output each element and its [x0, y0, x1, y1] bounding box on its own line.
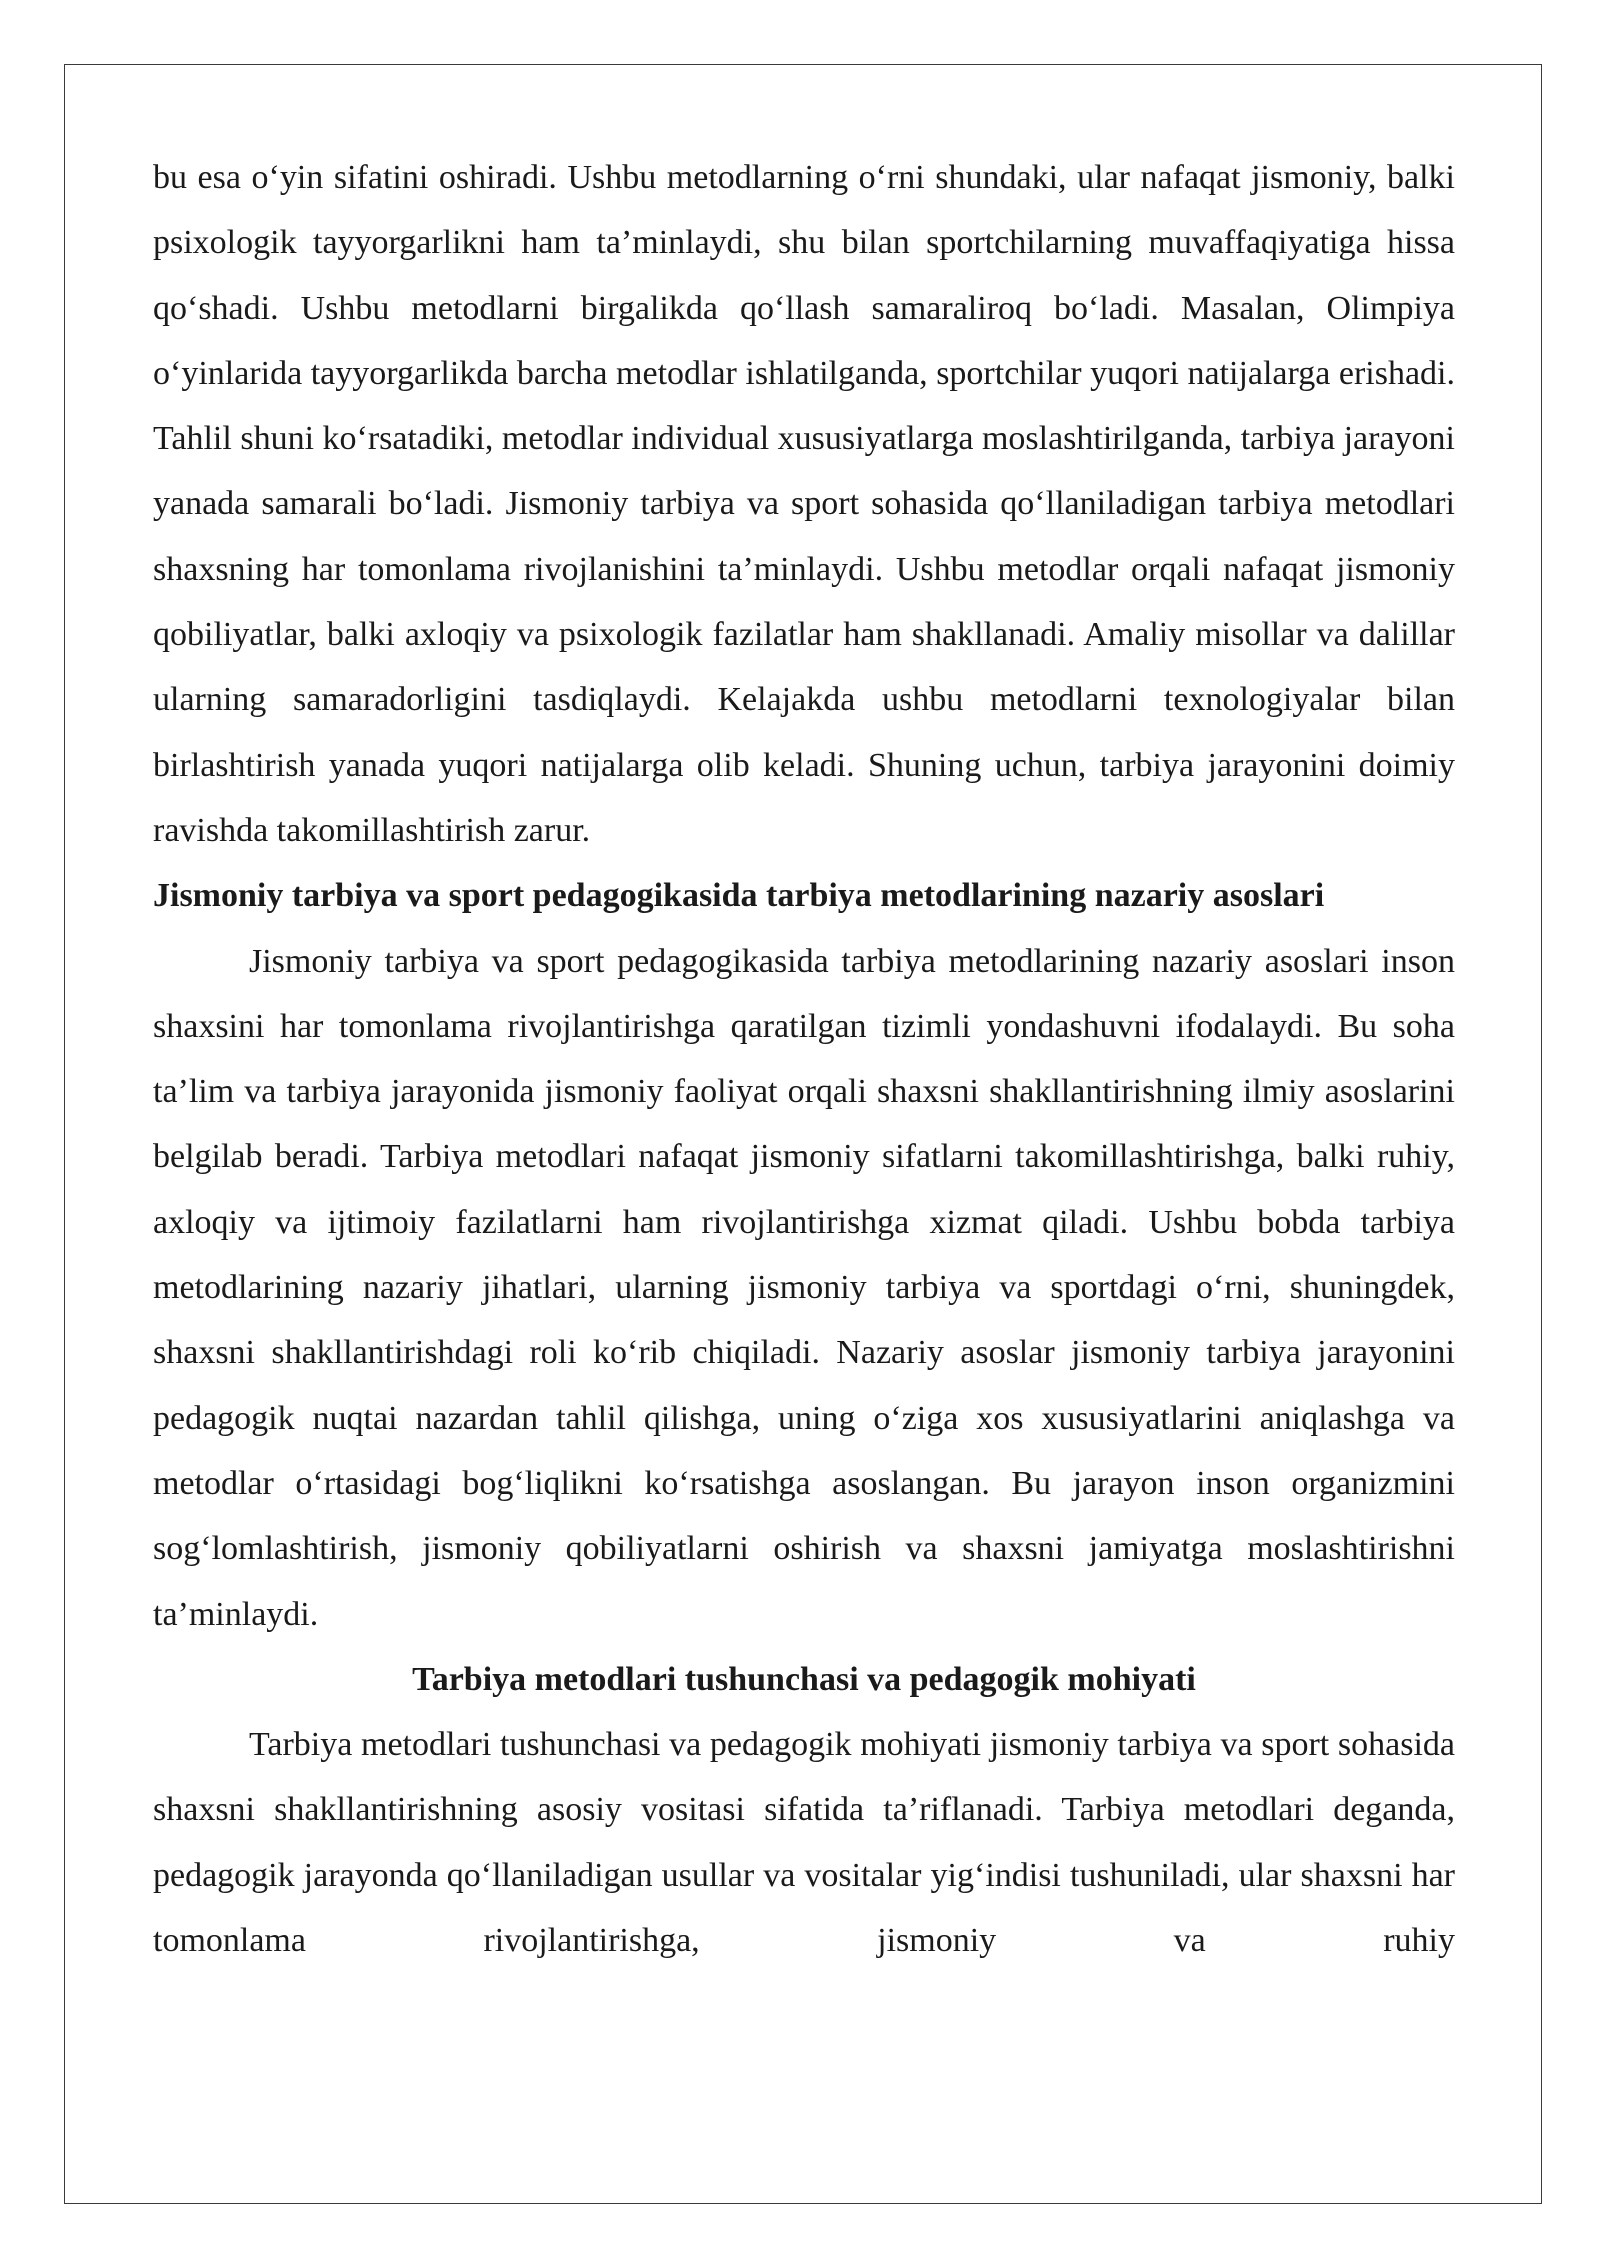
section-heading-methods-concept: Tarbiya metodlari tushunchasi va pedagogik mohiyati — [412, 1660, 1196, 1698]
paragraph-methods-concept: Tarbiya metodlari tushunchasi va pedagogik mohiyati jismoniy tarbiya va sport sohasida shaxsni shakllantirishning asosiy vositasi sifatida ta’riflanadi. Tarbiya metodlari deganda, pedagogik jarayonda qo‘llaniladigan usullar va vositalar yig‘indisi tushuniladi, ular shaxsni har tomonlama rivojlantirishga, jismoniy va ruhiy — [153, 1726, 1455, 1960]
paragraph-theory: Jismoniy tarbiya va sport pedagogikasida tarbiya metodlarining nazariy asoslari inson shaxsini har tomonlama rivojlantirishga qaratilgan tizimli yondashuvni ifodalaydi. Bu soha ta’lim va tarbiya jarayonida jismoniy faoliyat orqali shaxsni shakllantirishning ilmiy asoslarini belgilab beradi. Tarbiya metodlari nafaqat jismoniy sifatlarni takomillashtirishga, balki ruhiy, axloqiy va ijtimoiy fazilatlarni ham rivojlantirishga xizmat qiladi. Ushbu bobda tarbiya metodlarining nazariy jihatlari, ularning jismoniy tarbiya va sportdagi o‘rni, shuningdek, shaxsni shakllantirishdagi roli ko‘rib chiqiladi. Nazariy asoslar jismoniy tarbiya jarayonini pedagogik nuqtai nazardan tahlil qilishga, uning o‘ziga xos xususiyatlarini aniqlashga va metodlar o‘rtasidagi bog‘liqlikni ko‘rsatishga asoslangan. Bu jarayon inson organizmini sog‘lomlashtirish, jismoniy qobiliyatlarni oshirish va shaxsni jamiyatga moslashtirishni ta’minlaydi. — [153, 942, 1455, 1633]
paragraph-continuation: bu esa o‘yin sifatini oshiradi. Ushbu metodlarning o‘rni shundaki, ular nafaqat jismoniy, balki psixologik tayyorgarlikni ham ta’minlaydi, shu bilan sportchilarning muvaffaqiyatiga hissa qo‘shadi. Ushbu metodlarni birgalikda qo‘llash samaraliroq bo‘ladi. Masalan, Olimpiya o‘yinlarida tayyorgarlikda barcha metodlar ishlatilganda, sportchilar yuqori natijalarga erishadi. Tahlil shuni ko‘rsatadiki, metodlar individual xususiyatlarga moslashtirilganda, tarbiya jarayoni yanada samarali bo‘ladi. Jismoniy tarbiya va sport sohasida qo‘llaniladigan tarbiya metodlari shaxsning har tomonlama rivojlanishini ta’minlaydi. Ushbu metodlar orqali nafaqat jismoniy qobiliyatlar, balki axloqiy va psixologik fazilatlar ham shakllanadi. Amaliy misollar va dalillar ularning samaradorligini tasdiqlaydi. Kelajakda ushbu metodlarni texnologiyalar bilan birlashtirish yanada yuqori natijalarga olib keladi. Shuning uchun, tarbiya jarayonini doimiy ravishda takomillashtirish zarur. — [153, 159, 1455, 849]
section-heading-theory: Jismoniy tarbiya va sport pedagogikasida tarbiya metodlarining nazariy asoslari — [153, 877, 1325, 915]
document-body — [153, 145, 1455, 1973]
